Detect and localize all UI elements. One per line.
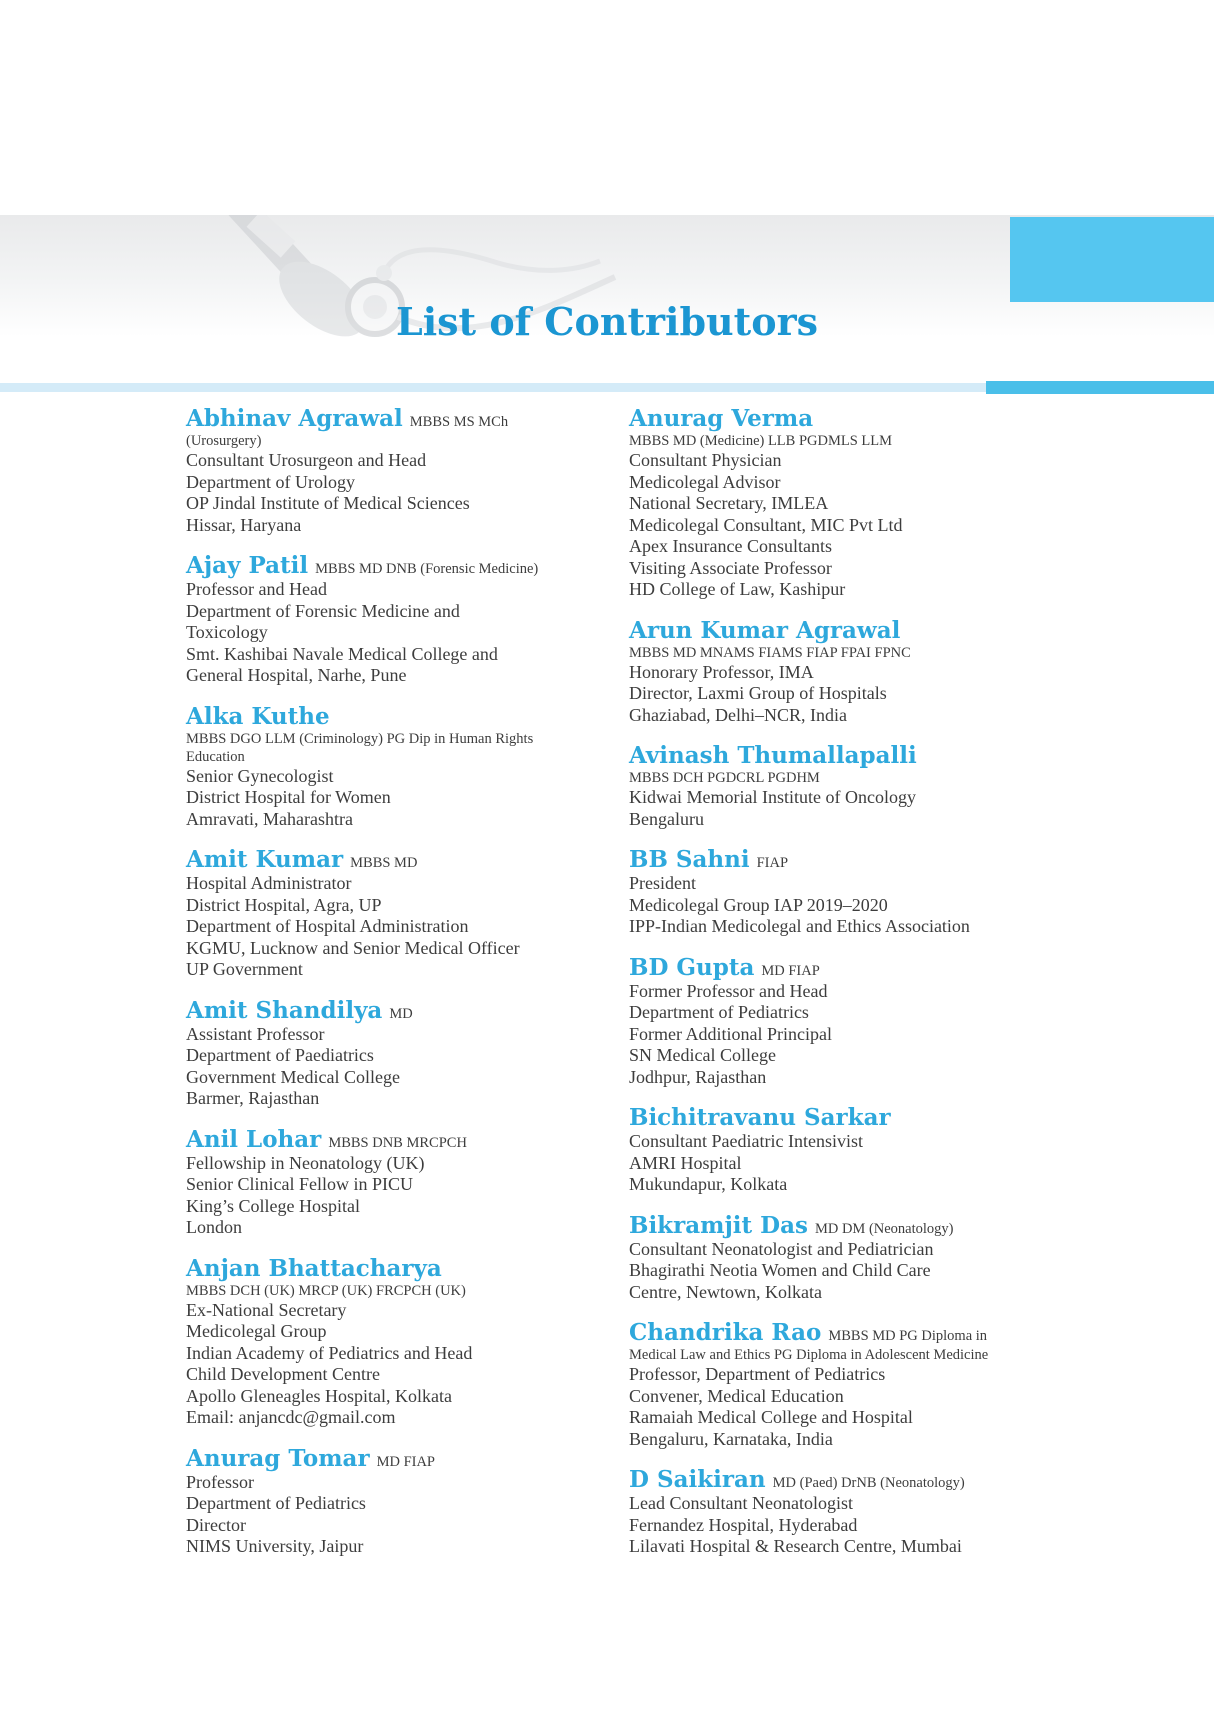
contributor-detail-line: Apollo Gleneagles Hospital, Kolkata [186, 1385, 452, 1406]
contributor-entry [186, 703, 584, 831]
contributors-column-left [186, 405, 584, 1574]
contributor-detail-line: Consultant Urosurgeon and Head [186, 450, 427, 470]
contributor-heading [629, 1104, 1007, 1131]
contributor-detail-line: General Hospital, Narhe, Pune [186, 665, 407, 685]
contributor-entry [629, 846, 1007, 938]
contributor-detail-line: OP Jindal Institute of Medical Sciences [186, 493, 470, 513]
contributor-detail-line: District Hospital for Women [186, 787, 391, 807]
contributor-credentials: MBBS MS MCh (Urosurgery) [186, 414, 509, 449]
contributor-detail-line: Lilavati Hospital & Research Centre, Mumbai [629, 1536, 962, 1556]
contributor-detail-line: Amravati, Maharashtra [186, 808, 353, 829]
contributor-detail-line: Senior Gynecologist [186, 765, 334, 786]
contributor-name: Anurag Verma [629, 405, 814, 432]
contributor-entry [629, 954, 1007, 1089]
contributor-heading [186, 552, 584, 579]
contributor-detail-line: Smt. Kashibai Navale Medical College and [186, 643, 498, 664]
contributor-name: BD Gupta [629, 953, 755, 981]
contributor-name: D Saikiran [629, 1466, 766, 1493]
contributor-credentials: MBBS DNB MRCPCH [328, 1134, 467, 1151]
contributor-heading [186, 1445, 584, 1472]
contributor-detail-line: Senior Clinical Fellow in PICU [186, 1174, 413, 1194]
contributor-entry [186, 1126, 584, 1239]
contributor-heading [629, 1319, 1007, 1364]
contributors-columns [186, 405, 1007, 1574]
contributor-detail-line: Medicolegal Group [186, 1321, 327, 1341]
contributor-name: Amit Kumar [186, 846, 344, 873]
contributor-detail-line: Hissar, Haryana [186, 514, 302, 535]
contributor-entry [186, 405, 584, 536]
contributor-detail-line: Director, Laxmi Group of Hospitals [629, 683, 887, 703]
contributor-entry [629, 1319, 1007, 1450]
contributor-detail-line: Toxicology [186, 622, 268, 642]
contributor-credentials: MD [389, 1005, 413, 1022]
contributor-entry [186, 552, 584, 687]
contributor-detail-line: Former Additional Principal [629, 1023, 832, 1044]
title-underline-bar-light [0, 383, 986, 392]
contributor-detail-line: Hospital Administrator [186, 873, 352, 893]
contributor-credentials: MD DM (Neonatology) [814, 1220, 954, 1237]
contributor-detail-line: Professor [186, 1471, 254, 1492]
contributor-detail-line: Apex Insurance Consultants [629, 536, 832, 556]
contributor-detail-line: Consultant Physician [629, 450, 782, 470]
contributor-heading [629, 954, 1007, 981]
contributor-detail-line: KGMU, Lucknow and Senior Medical Officer [186, 937, 520, 958]
corner-accent-rectangle [1010, 217, 1214, 302]
contributor-entry [629, 405, 1007, 601]
contributor-detail-line: Indian Academy of Pediatrics and Head [186, 1342, 473, 1363]
contributor-detail-line: Professor and Head [186, 579, 327, 599]
contributor-name: Bichitravanu Sarkar [629, 1104, 891, 1131]
contributor-detail-line: Former Professor and Head [629, 980, 828, 1001]
contributor-name: Chandrika Rao [629, 1319, 822, 1346]
title-underline-bar-dark [986, 381, 1214, 394]
contributor-credentials: MBBS DCH PGDCRL PGDHM [629, 770, 820, 786]
contributor-heading [186, 405, 584, 450]
contributor-detail-line: Ghaziabad, Delhi–NCR, India [629, 704, 847, 725]
contributor-detail-line: Professor, Department of Pediatrics [629, 1364, 886, 1384]
contributor-detail-line: Mukundapur, Kolkata [629, 1174, 788, 1194]
contributor-entry [186, 1255, 584, 1429]
contributor-heading [629, 742, 1007, 769]
contributor-name: Arun Kumar Agrawal [629, 616, 901, 644]
contributor-detail-line: District Hospital, Agra, UP [186, 894, 382, 915]
contributors-column-right [629, 405, 1007, 1574]
contributor-detail-line: Medicolegal Consultant, MIC Pvt Ltd [629, 514, 903, 535]
contributor-entry [629, 742, 1007, 830]
contributor-detail-line: Fellowship in Neonatology (UK) [186, 1152, 425, 1173]
contributor-detail-line: Child Development Centre [186, 1364, 380, 1384]
contributor-name: Abhinav Agrawal [186, 405, 403, 432]
contributor-detail-line: Lead Consultant Neonatologist [629, 1493, 853, 1513]
contributor-detail-line: Consultant Neonatologist and Pediatrician [629, 1238, 934, 1259]
contributor-detail-line: Medicolegal Advisor [629, 471, 781, 492]
contributor-name: Ajay Patil [186, 552, 309, 579]
contributor-entry [186, 997, 584, 1110]
contributor-entry [629, 1104, 1007, 1196]
contributor-credentials: MBBS DGO LLM (Criminology) PG Dip in Human Rights [186, 730, 534, 747]
contributor-credentials: Education [186, 748, 245, 765]
contributor-name: BB Sahni [629, 846, 750, 873]
contributor-detail-line: UP Government [186, 959, 303, 979]
contributor-heading [629, 1212, 1007, 1239]
contributor-detail-line: NIMS University, Jaipur [186, 1536, 364, 1556]
contributor-heading [186, 997, 584, 1024]
contributor-detail-line: King’s College Hospital [186, 1195, 360, 1216]
contributor-detail-line: Assistant Professor [186, 1023, 325, 1044]
contributor-detail-line: National Secretary, IMLEA [629, 493, 829, 513]
contributor-detail-line: HD College of Law, Kashipur [629, 579, 846, 599]
contributor-heading [629, 405, 1007, 432]
contributor-detail-line: Barmer, Rajasthan [186, 1088, 320, 1108]
contributor-credentials: MBBS DCH (UK) MRCP (UK) FRCPCH (UK) [186, 1282, 466, 1299]
contributor-detail-line: Consultant Paediatric Intensivist [629, 1131, 863, 1151]
contributor-detail-line: Director [186, 1514, 246, 1535]
contributor-credentials: MBBS MD PG Diploma in Medical Law and Ethics PG Diploma in Adolescent Medicine [629, 1328, 989, 1363]
contributor-detail-line: Email: anjancdc@gmail.com [186, 1407, 396, 1427]
contributor-credentials: MBBS MD (Medicine) LLB PGDMLS LLM [629, 433, 893, 449]
contributor-detail-line: Convener, Medical Education [629, 1385, 844, 1406]
contributor-name: Anurag Tomar [186, 1444, 370, 1472]
contributor-name: Bikramjit Das [629, 1211, 808, 1239]
contributor-detail-line: Bengaluru [629, 808, 704, 829]
contributor-detail-line: Jodhpur, Rajasthan [629, 1066, 767, 1087]
contributor-name: Anjan Bhattacharya [186, 1254, 442, 1282]
contributor-credentials: MD FIAP [376, 1453, 435, 1470]
contributor-detail-line: Ex-National Secretary [186, 1299, 347, 1320]
contributor-detail-line: IPP-Indian Medicolegal and Ethics Association [629, 916, 970, 936]
contributor-heading [186, 703, 584, 730]
contributor-detail-line: Department of Forensic Medicine and [186, 600, 460, 621]
contributor-name: Anil Lohar [186, 1125, 322, 1153]
contributor-entry [629, 617, 1007, 727]
contributor-detail-line: Department of Pediatrics [629, 1002, 809, 1022]
contributor-detail-line: Visiting Associate Professor [629, 557, 832, 578]
contributor-entry [629, 1466, 1007, 1558]
contributor-detail-line: Department of Urology [186, 471, 355, 492]
contributor-detail-line: Centre, Newtown, Kolkata [629, 1281, 822, 1302]
contributor-detail-line: Fernandez Hospital, Hyderabad [629, 1514, 858, 1535]
contributor-name: Avinash Thumallapalli [629, 742, 917, 769]
contributor-heading [186, 846, 584, 873]
contributor-heading [629, 617, 1007, 644]
contributor-name: Amit Shandilya [186, 996, 383, 1024]
contributor-credentials: FIAP [756, 855, 789, 871]
contributor-detail-line: Bhagirathi Neotia Women and Child Care [629, 1260, 931, 1280]
contributor-entry [186, 1445, 584, 1558]
contributor-detail-line: Ramaiah Medical College and Hospital [629, 1407, 913, 1427]
contributor-heading [629, 1466, 1007, 1493]
contributor-entry [629, 1212, 1007, 1304]
contributor-detail-line: AMRI Hospital [629, 1152, 742, 1173]
contributor-detail-line: Bengaluru, Karnataka, India [629, 1428, 833, 1449]
contributor-detail-line: Department of Paediatrics [186, 1045, 374, 1065]
contributor-detail-line: Kidwai Memorial Institute of Oncology [629, 787, 916, 807]
contributor-credentials: MD (Paed) DrNB (Neonatology) [772, 1475, 965, 1491]
contributor-heading [629, 846, 1007, 873]
contributor-detail-line: SN Medical College [629, 1045, 776, 1065]
page-title: List of Contributors [396, 299, 818, 344]
contributor-detail-line: Department of Hospital Administration [186, 916, 469, 936]
contributor-heading [186, 1255, 584, 1282]
contributor-credentials: MD FIAP [761, 962, 820, 979]
contributor-detail-line: Department of Pediatrics [186, 1493, 366, 1513]
contributor-heading [186, 1126, 584, 1153]
contributor-credentials: MBBS MD [350, 855, 418, 871]
contributor-name: Alka Kuthe [186, 702, 330, 730]
contributor-detail-line: Honorary Professor, IMA [629, 661, 814, 682]
contributor-detail-line: London [186, 1217, 242, 1237]
contributor-entry [186, 846, 584, 981]
contributor-credentials: MBBS MD MNAMS FIAMS FIAP FPAI FPNC [629, 644, 911, 661]
contributor-detail-line: President [629, 873, 696, 893]
contributor-credentials: MBBS MD DNB (Forensic Medicine) [315, 561, 539, 577]
contributor-detail-line: Government Medical College [186, 1066, 400, 1087]
contributor-detail-line: Medicolegal Group IAP 2019–2020 [629, 894, 888, 915]
